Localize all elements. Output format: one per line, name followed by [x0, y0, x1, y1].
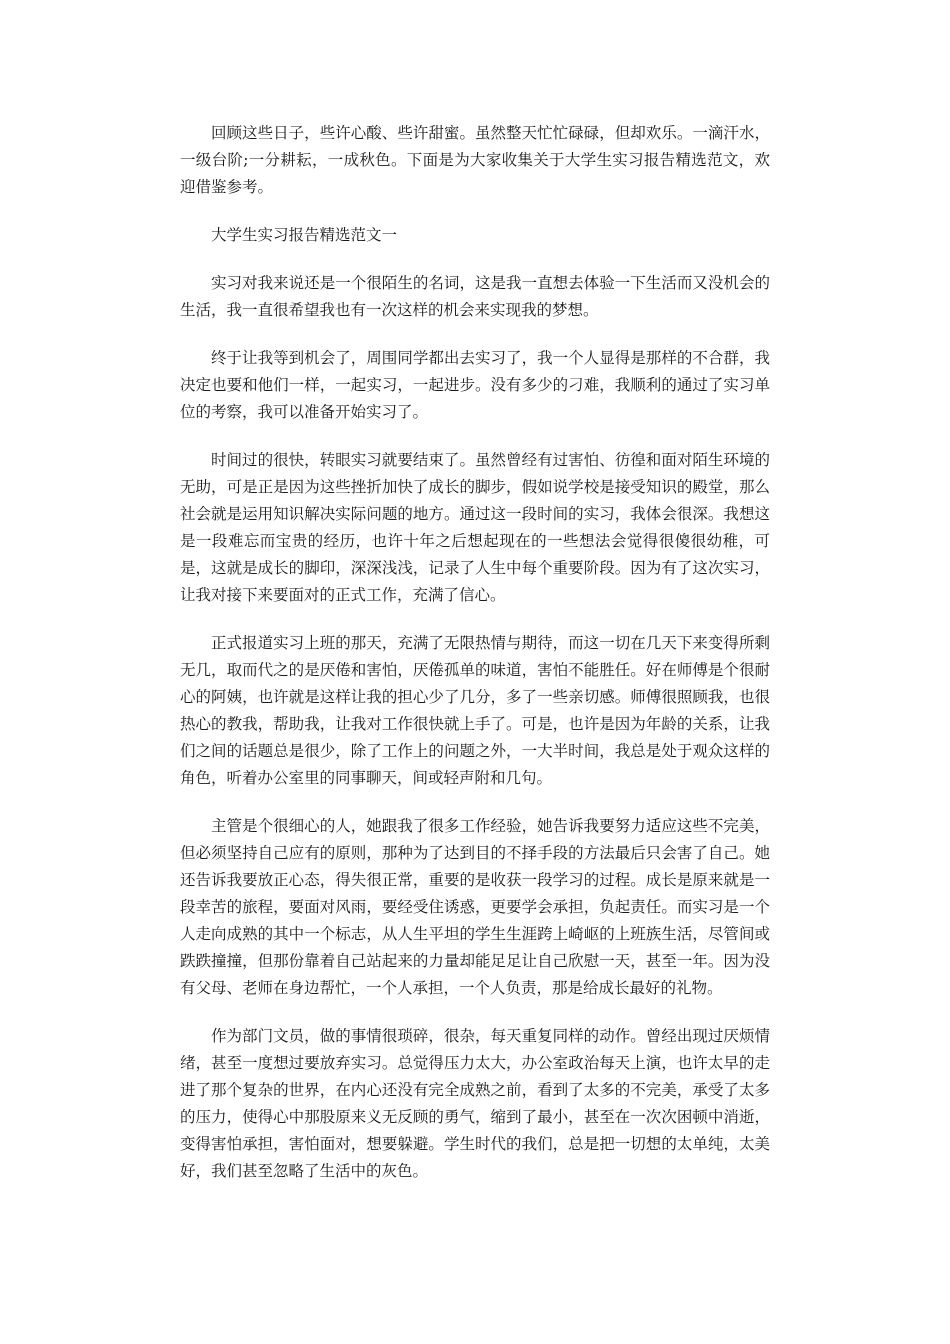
- body-paragraph-5: 主管是个很细心的人，她跟我了很多工作经验，她告诉我要努力适应这些不完美，但必须坚持自己应有的原则，那种为了达到目的不择手段的方法最后只会害了自己。她还告诉我要放正心态，得失很正常，重要的是收获一段学习的过程。成长是原来就是一段幸苦的旅程，要面对风雨，要经受住诱惑，更要学会承担，负起责任。而实习是一个人走向成熟的其中一个标志，从人生平坦的学生生涯跨上崎岖的上班族生活，尽管间或跌跌撞撞，但那份靠着自己站起来的力量却能足足让自己欣慰一天，甚至一年。因为没有父母、老师在身边帮忙，一个人承担，一个人负责，那是给成长最好的礼物。: [180, 817, 770, 997]
- body-paragraph-3: 时间过的很快，转眼实习就要结束了。虽然曾经有过害怕、彷徨和面对陌生环境的无助，可是正是因为这些挫折加快了成长的脚步，假如说学校是接受知识的殿堂，那么社会就是运用知识解决实际问题的地方。通过这一段时间的实习，我体会很深。我想这是一段难忘而宝贵的经历，也许十年之后想起现在的一些想法会觉得很傻很幼稚，可是，这就是成长的脚印，深深浅浅，记录了人生中每个重要阶段。因为有了这次实习，让我对接下来要面对的正式工作，充满了信心。: [180, 451, 770, 604]
- body-paragraph-1: 实习对我来说还是一个很陌生的名词，这是我一直想去体验一下生活而又没机会的生活，我一直很希望我也有一次这样的机会来实现我的梦想。: [180, 274, 770, 319]
- document-page: [180, 120, 770, 1206]
- body-paragraph-6: 作为部门文员，做的事情很琐碎，很杂，每天重复同样的动作。曾经出现过厌烦情绪，甚至一度想过要放弃实习。总觉得压力太大，办公室政治每天上演，也许太早的走进了那个复杂的世界，在内心还没有完全成熟之前，看到了太多的不完美，承受了太多的压力，使得心中那股原来义无反顾的勇气，缩到了最小，甚至在一次次困顿中消逝，变得害怕承担，害怕面对，想要躲避。学生时代的我们，总是把一切想的太单纯，太美好，我们甚至忽略了生活中的灰色。: [180, 1027, 770, 1180]
- intro-paragraph: 回顾这些日子，些许心酸、些许甜蜜。虽然整天忙忙碌碌，但却欢乐。一滴汗水，一级台阶;一分耕耘，一成秋色。下面是为大家收集关于大学生实习报告精选范文，欢迎借鉴参考。: [180, 124, 770, 196]
- section-heading: 大学生实习报告精选范文一: [211, 226, 398, 244]
- body-paragraph-4: 正式报道实习上班的那天，充满了无限热情与期待，而这一切在几天下来变得所剩无几，取而代之的是厌倦和害怕，厌倦孤单的味道，害怕不能胜任。好在师傅是个很耐心的阿姨，也许就是这样让我的担心少了几分，多了一些亲切感。师傅很照顾我，也很热心的教我，帮助我，让我对工作很快就上手了。可是，也许是因为年龄的关系，让我们之间的话题总是很少，除了工作上的问题之外，一大半时间，我总是处于观众这样的角色，听着办公室里的同事聊天，间或轻声附和几句。: [180, 634, 770, 787]
- body-paragraph-2: 终于让我等到机会了，周围同学都出去实习了，我一个人显得是那样的不合群，我决定也要和他们一样，一起实习，一起进步。没有多少的刁难，我顺利的通过了实习单位的考察，我可以准备开始实习了。: [180, 349, 770, 421]
